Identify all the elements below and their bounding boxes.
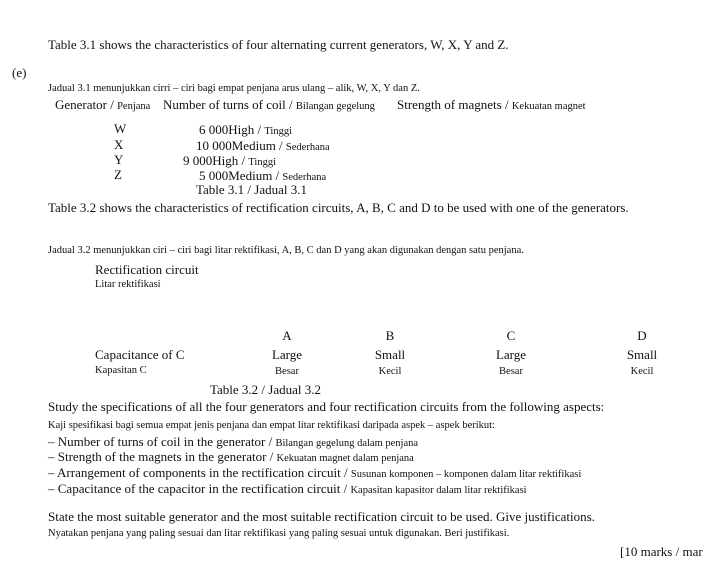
table1-row-y-generator: Y [114, 152, 124, 167]
table2-caption: Table 3.2 / Jadual 3.2 [210, 382, 322, 397]
table1-row-w-values: 6 000High / Tinggi [199, 122, 293, 137]
table1-row-x-generator: X [114, 137, 124, 152]
table2-circuit-a: A [282, 328, 292, 343]
state-malay: Nyatakan penjana yang paling sesuai dan litar rektifikasi yang paling sesuai untuk digunakan. Beri justifikasi. [48, 528, 510, 539]
table1-row-w-generator: W [114, 121, 127, 136]
table2-value-d-malay: Kecil [630, 366, 654, 377]
intro-english: Table 3.1 shows the characteristics of four alternating current generators, W, X, Y and Z. [48, 37, 509, 52]
aspect-item: – Capacitance of the capacitor in the rectification circuit / Kapasitan kapasitor dalam litar rektifikasi [48, 481, 527, 496]
intro-malay: Jadual 3.1 menunjukkan cirri – ciri bagi empat penjana arus ulang – alik, W, X, Y dan Z. [48, 83, 420, 94]
table2-value-a: Large [271, 347, 303, 362]
aspect-item: – Strength of the magnets in the generator / Kekuatan magnet dalam penjana [48, 449, 414, 464]
table2-value-a-malay: Besar [275, 366, 299, 377]
table2-circuit-b: B [385, 328, 395, 343]
table1-row-y-values: 9 000High / Tinggi [183, 153, 277, 168]
question-label: (e) [12, 65, 27, 80]
state-english: State the most suitable generator and the most suitable rectification circuit to be used. Give justifications. [48, 509, 595, 524]
table2-value-d: Small [626, 347, 658, 362]
intro2-english: Table 3.2 shows the characteristics of rectification circuits, A, B, C and D to be used with one of the generators. [48, 200, 629, 215]
table2-value-b-malay: Kecil [378, 366, 402, 377]
table2-row-label: Capacitance of C [95, 347, 185, 362]
table2-value-c-malay: Besar [499, 366, 523, 377]
table1-header-generator: Generator / Penjana [55, 97, 151, 112]
table2-circuit-d: D [637, 328, 647, 343]
study-malay: Kaji spesifikasi bagi semua empat jenis penjana dan empat litar rektifikasi daripada aspek – aspek berikut: [48, 420, 495, 431]
table2-circuit-c: C [506, 328, 516, 343]
aspect-item: – Number of turns of coil in the generator / Bilangan gegelung dalam penjana [48, 434, 419, 449]
aspect-item: – Arrangement of components in the rectification circuit / Susunan komponen – komponen dalam litar rektifikasi [48, 465, 582, 480]
table2-header-malay: Litar rektifikasi [95, 279, 161, 290]
table1-row-x-values: 10 000Medium / Sederhana [196, 138, 330, 153]
table2-header: Rectification circuit [95, 262, 199, 277]
study-english: Study the specifications of all the four generators and four rectification circuits from the following aspects: [48, 399, 605, 414]
table1-header-strength: Strength of magnets / Kekuatan magnet [397, 97, 586, 112]
table1-row-z-values: 5 000Medium / Sederhana [199, 168, 327, 183]
table1-row-z-generator: Z [114, 167, 122, 182]
table1-header-turns: Number of turns of coil / Bilangan gegelung [163, 97, 375, 112]
marks-label: [10 marks / mar [620, 544, 703, 559]
table2-row-label-malay: Kapasitan C [95, 365, 147, 376]
table2-value-b: Small [374, 347, 406, 362]
table2-value-c: Large [495, 347, 527, 362]
intro2-malay: Jadual 3.2 menunjukkan ciri – ciri bagi litar rektifikasi, A, B, C dan D yang akan digunakan dengan satu penjana. [48, 245, 524, 256]
table1-caption: Table 3.1 / Jadual 3.1 [196, 182, 308, 197]
